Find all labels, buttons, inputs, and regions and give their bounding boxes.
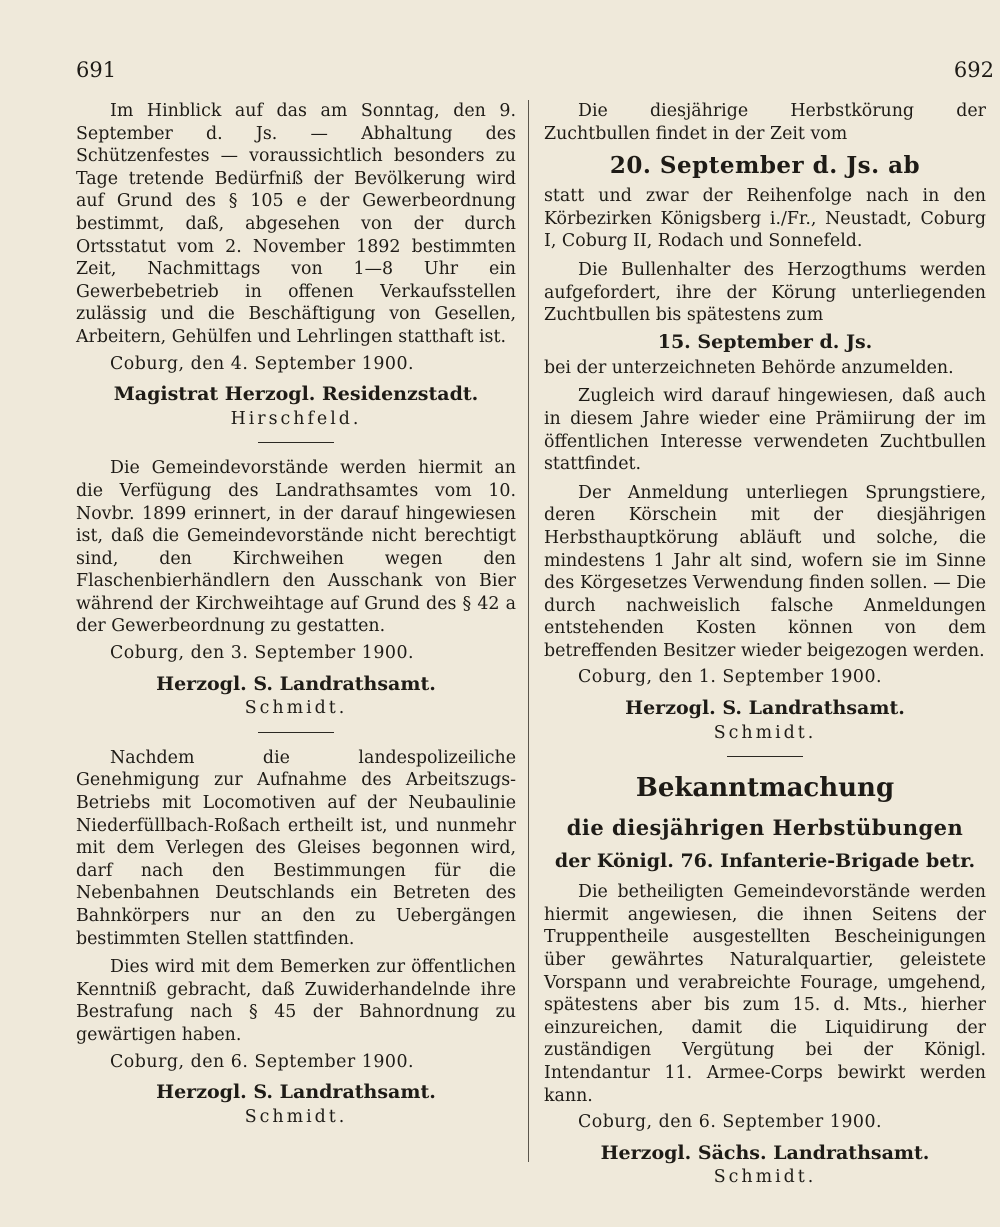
page-number-right: 692 [953, 58, 994, 82]
separator-rule [258, 442, 334, 443]
separator-rule [258, 732, 334, 733]
notice-subheading: die diesjährigen Herbstübungen [566, 815, 964, 841]
notice-authority: Magistrat Herzogl. Residenzstadt. [113, 383, 479, 406]
notice-authority: Herzogl. S. Landrathsamt. [625, 697, 905, 720]
notice-authority: Herzogl. S. Landrathsamt. [156, 1081, 436, 1104]
notice-subheading: der Königl. 76. Infanterie-Brigade betr. [554, 850, 976, 873]
notice-kirchweih [76, 457, 516, 720]
notice-signatory: Schmidt. [713, 1167, 817, 1188]
notice-date: Coburg, den 3. September 1900. [110, 643, 415, 664]
notice-date: Coburg, den 1. September 1900. [578, 667, 883, 688]
column-divider [528, 100, 529, 1162]
notice-bull-licensing [544, 100, 986, 744]
notice-body: Die Bullenhalter des Herzogthums werden aufgefordert, ihre der Körung unterliegenden Zuchtbullen bis spätestens zum [544, 259, 986, 326]
notice-signatory: Schmidt. [244, 1106, 348, 1127]
notice-body: Zugleich wird darauf hingewiesen, daß auch in diesem Jahre wieder eine Prämiirung der im öffentlichen Interesse verwendeten Zuchtbullen stattfindet. [544, 386, 986, 475]
notice-date-highlight: 20. September d. Js. ab [609, 152, 921, 180]
notice-body: Dies wird mit dem Bemerken zur öffentlichen Kenntniß gebracht, daß Zuwiderhandelnde ihre Bestrafung nach § 45 der Bahnordnung zu gewärtigen haben. [76, 957, 516, 1045]
page-number-left: 691 [76, 58, 117, 82]
notice-authority: Herzogl. S. Landrathsamt. [156, 672, 436, 695]
notice-deadline: 15. September d. Js. [657, 330, 873, 353]
notice-date: Coburg, den 6. September 1900. [110, 1051, 415, 1072]
notice-heading: Bekanntmachung [635, 773, 895, 804]
notice-signatory: Hirschfeld. [230, 408, 362, 429]
notice-signatory: Schmidt. [713, 722, 817, 743]
notice-body: Der Anmeldung unterliegen Sprungstiere, deren Körschein mit der diesjährigen Herbsthauptkörung abläuft und solche, die mindestens 1 Jahr alt sind, wofern sie im Sinne des Körgesetzes Verwendung finden sollen. — Die durch nachweislich falsche Anmeldungen entstehenden Kosten können von dem betreffenden Besitzer wieder beigezogen werden. [544, 482, 986, 661]
notice-authority: Herzogl. Sächs. Landrathsamt. [600, 1141, 930, 1164]
notice-date: Coburg, den 6. September 1900. [578, 1112, 883, 1133]
notice-body: Die betheiligten Gemeindevorstände werden hiermit angewiesen, die ihnen Seitens der Truppentheile ausgestellten Bescheinigungen über gewährtes Naturalquartier, geleistete Vorspann und verabreichte Fourage, umgehend, spätestens aber bis zum 15. d. Mts., hierher einzureichen, damit die Liquidirung der zuständigen Vergütung bei der Königl. Intendantur 11. Armee-Corps bewirkt werden kann. [544, 882, 986, 1106]
notice-body: statt und zwar der Reihenfolge nach in den Körbezirken Königsberg i./Fr., Neustadt, Coburg I, Coburg II, Rodach und Sonnefeld. [544, 186, 986, 252]
notice-body: Die Gemeindevorstände werden hiermit an die Verfügung des Landrathsamtes vom 10. Novbr. 1899 erinnert, in der darauf hingewiesen ist, daß die Gemeindevorstände nicht berechtigt sind, den Kirchweihen wegen den Flaschenbierhändlern den Ausschank von Bier während der Kirchweihtage auf Grund des § 42 a der Gewerbeordnung zu gestatten. [76, 458, 516, 637]
notice-signatory: Schmidt. [244, 698, 348, 719]
notice-autumn-exercises [544, 771, 986, 1189]
notice-body: bei der unterzeichneten Behörde anzumelden. [544, 357, 954, 378]
notice-body: Nachdem die landespolizeiliche Genehmigung zur Aufnahme des Arbeitszugs-Betriebs mit Locomotiven auf der Neubaulinie Niederfüllbach-Roßach ertheilt ist, und nunmehr mit dem Verlegen des Gleises begonnen wird, darf nach den Bestimmungen für die Nebenbahnen Deutschlands ein Betreten des Bahnkörpers nur an den zu Uebergängen bestimmten Stellen stattfinden. [76, 747, 516, 949]
right-column [544, 100, 986, 1189]
notice-date: Coburg, den 4. September 1900. [110, 353, 415, 374]
notice-railway [76, 747, 516, 1129]
notice-intro: Die diesjährige Herbstkörung der Zuchtbullen findet in der Zeit vom [544, 101, 986, 144]
notice-shooting-festival [76, 100, 516, 430]
notice-body: Im Hinblick auf das am Sonntag, den 9. September d. Js. — Abhaltung des Schützenfestes — voraussichtlich besonders zu Tage tretende Bedürfniß der Bevölkerung wird auf Grund des § 105 e der Gewerbeordnung bestimmt, daß, abgesehen von der durch Ortsstatut vom 2. November 1892 bestimmten Zeit, Nachmittags von 1—8 Uhr ein Gewerbebetrieb in offenen Verkaufsstellen zulässig und die Beschäftigung von Gesellen, Arbeitern, Gehülfen und Lehrlingen statthaft ist. [76, 101, 516, 347]
separator-rule [727, 756, 803, 757]
left-column [76, 100, 516, 1128]
